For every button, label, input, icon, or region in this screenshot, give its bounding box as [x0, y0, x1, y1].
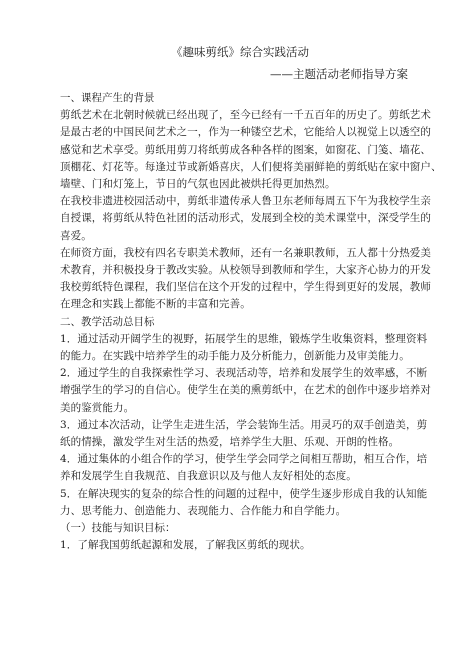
section-heading: 一、课程产生的背景: [60, 92, 155, 104]
paragraph-line: 在理念和实践上都能不断的丰富和完善。: [60, 298, 251, 311]
paragraph-line: 养和发展学生自我规范、自我意识以及与他人友好相处的态度。: [60, 470, 357, 483]
paragraph-line: 1．了解我国剪纸起源和发展，了解我区剪纸的现状。: [60, 539, 311, 552]
paragraph-line: 是最古老的中国民间艺术之一，作为一种镂空艺术，它能给人以视觉上以透空的: [60, 126, 431, 139]
paragraph-line: 我校剪纸特色课程，我们坚信在这个开发的过程中，学生得到更好的发展，教师: [60, 281, 431, 294]
paragraph-line: 力、思考能力、创造能力、表现能力、合作能力和自学能力。: [60, 504, 347, 517]
paragraph-line: 墙壁、门和灯笼上，节日的气氛也因此被烘托得更加热烈。: [60, 178, 336, 191]
paragraph-line: 美的鉴赏能力。: [60, 401, 135, 414]
paragraph-line: 的能力。在实践中培养学生的动手能力及分析能力，创新能力及审美能力。: [60, 350, 410, 363]
paragraph-line: 1．通过活动开阔学生的视野，拓展学生的思维，锻炼学生收集资料，整理资料: [60, 332, 428, 345]
paragraph-line: 2．通过学生的自我探索性学习、表现活动等，培养和发展学生的效率感，不断: [60, 367, 428, 380]
paragraph-line: 5．在解决现实的复杂的综合性的问题的过程中，使学生逐步形成自我的认知能: [60, 487, 428, 500]
section-heading: （一）技能与知识目标：: [60, 522, 176, 535]
document-subtitle: ——主题活动老师指导方案: [270, 67, 408, 81]
paragraph-line: 3．通过本次活动，让学生走进生活，学会装饰生活。用灵巧的双手创造美，剪: [60, 418, 428, 431]
paragraph-line: 4．通过集体的小组合作的学习，使学生学会同学之间相互帮助，相互合作，培: [60, 453, 428, 466]
paragraph-line: 自授课，将剪纸从特色社团的活动形式，发展到全校的美术课堂中，深受学生的: [60, 212, 431, 225]
document-body: [60, 90, 442, 554]
document-title: 《趣味剪纸》综合实践活动: [171, 45, 309, 59]
paragraph-line: 纸的情操，激发学生对生活的热爱，培养学生大胆、乐观、开朗的性格。: [60, 436, 400, 449]
paragraph-line: 在我校非遗进校园活动中，剪纸非遗传承人鲁卫东老师每周五下午为我校学生亲: [60, 195, 431, 208]
paragraph-line: 剪纸艺术在北朝时候就已经出现了，至今已经有一千五百年的历史了。剪纸艺术: [60, 109, 431, 122]
paragraph-line: 在师资方面，我校有四名专职美术教师，还有一名兼职教师，五人都十分热爱美: [60, 246, 431, 259]
paragraph-line: 术教育，并积极投身于教改实验。从校领导到教师和学生，大家齐心协力的开发: [60, 264, 431, 277]
paragraph-line: 顶棚花、灯花等。每逢过节或新婚喜庆，人们便将美丽鲜艳的剪纸贴在家中窗户、: [60, 160, 442, 173]
paragraph-line: 感觉和艺术享受。剪纸用剪刀将纸剪成各种各样的图案，如窗花、门笺、墙花、: [60, 143, 431, 156]
section-heading: 二、教学活动总目标: [60, 315, 155, 328]
paragraph-line: 喜爱。: [60, 229, 92, 242]
paragraph-line: 增强学生的学习的自信心。使学生在美的熏剪纸中，在艺术的创作中逐步培养对: [60, 384, 431, 397]
